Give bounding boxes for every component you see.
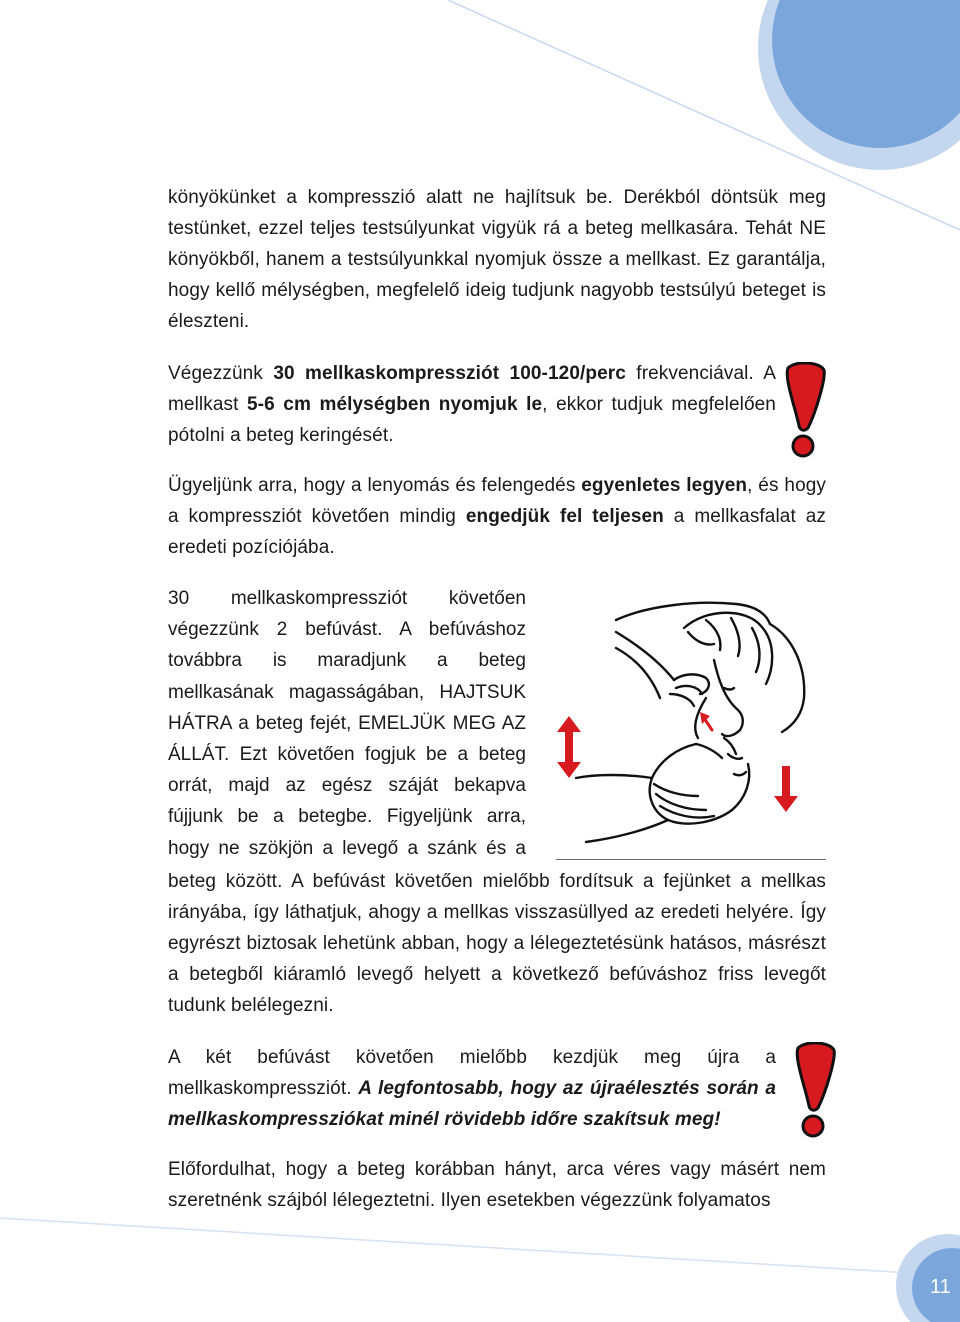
- paragraph-resume-compressions: [168, 1042, 776, 1135]
- text: A két befúvást követően mielőbb kezdjük meg újra a mellkaskompressziót.: [168, 1047, 776, 1099]
- text: Végezzünk: [168, 363, 274, 384]
- up-down-arrow-icon: [557, 716, 581, 778]
- text: , és hogy a kompressziót követően mindig: [168, 475, 826, 527]
- text-line: HÁTRA a beteg fejét, EMELJÜK MEG AZ: [168, 712, 526, 734]
- text-line: mellkasának magasságában, HAJTSUK: [168, 681, 526, 703]
- bold-italic-emphasis: A legfontosabb, hogy az újraélesztés során a mellkaskompressziókat minél rövidebb időre szakítsuk meg!: [168, 1078, 776, 1130]
- page-number: 11: [930, 1276, 951, 1298]
- text-line: végezzünk 2 befúvást. A befúváshoz: [168, 619, 526, 641]
- text-line: hogy ne szökjön a levegő a szánk és a: [168, 837, 526, 859]
- paragraph-release: [168, 470, 826, 563]
- text-line: továbbra is maradjunk a beteg: [168, 650, 526, 672]
- bold-text-even: egyenletes legyen: [581, 475, 748, 496]
- text-line: ÁLLÁT. Ezt követően fogjuk be a beteg: [168, 744, 526, 766]
- paragraph-compression-rate: [168, 358, 776, 451]
- bold-text-release: engedjük fel teljesen: [465, 506, 664, 527]
- rescue-breathing-illustration: [556, 598, 826, 860]
- paragraph-rescue-breaths-continued: beteg között. A befúvást követően mielőbb fordítsuk a fejünket a mellkas irányába, így láthatjuk, ahogy a mellkas visszasüllyed az eredeti helyére. Így egyrészt biztosak lehetünk abban, hogy a lélegeztetésünk hatásos, másrészt a betegből kiáramló levegő helyett a következő befúváshoz friss levegőt tudunk belélegezni.: [168, 871, 826, 1016]
- text-line: fújjunk be a betegbe. Figyeljünk arra,: [168, 806, 526, 828]
- down-arrow-icon: [774, 766, 798, 812]
- exclamation-mark-icon: [782, 362, 828, 460]
- text: , ekkor tudjuk megfelelően pótolni a beteg keringését.: [168, 394, 776, 446]
- bold-text-depth: 5-6 cm mélységben nyomjuk le: [247, 394, 543, 415]
- paragraph-compression-technique: könyökünket a kompresszió alatt ne hajlítsuk be. Derékból döntsük meg testünket, ezzel teljes testsúlyunkat vigyük rá a beteg mellkasára. Tehát NE könyökből, hanem a testsúlyunkkal nyomjuk össze a mellkast. Ez garantálja, hogy kellő mélységben, megfelelő ideig tudjunk nagyobb testsúlyú beteget is éleszteni.: [168, 187, 826, 332]
- text: a mellkasfalat az eredeti pozíciójába.: [168, 506, 826, 558]
- bold-text-rate: 30 mellkaskompressziót 100-120/perc: [273, 363, 626, 384]
- paragraph-rescue-breaths-column: [168, 583, 526, 864]
- exclamation-mark-icon: [792, 1042, 838, 1140]
- text-line: 30 mellkaskompressziót követően: [168, 588, 526, 609]
- text: Ügyeljünk arra, hogy a lenyomás és felengedés: [168, 475, 582, 496]
- paragraph-alternative: Előfordulhat, hogy a beteg korábban hányt, arca véres vagy másért nem szeretnénk szájból lélegeztetni. Ilyen esetekben végezzünk folyamatos: [168, 1159, 826, 1211]
- text: frekvenciával. A mellkast: [168, 363, 776, 415]
- text-line: orrát, majd az egész száját bekapva: [168, 775, 526, 797]
